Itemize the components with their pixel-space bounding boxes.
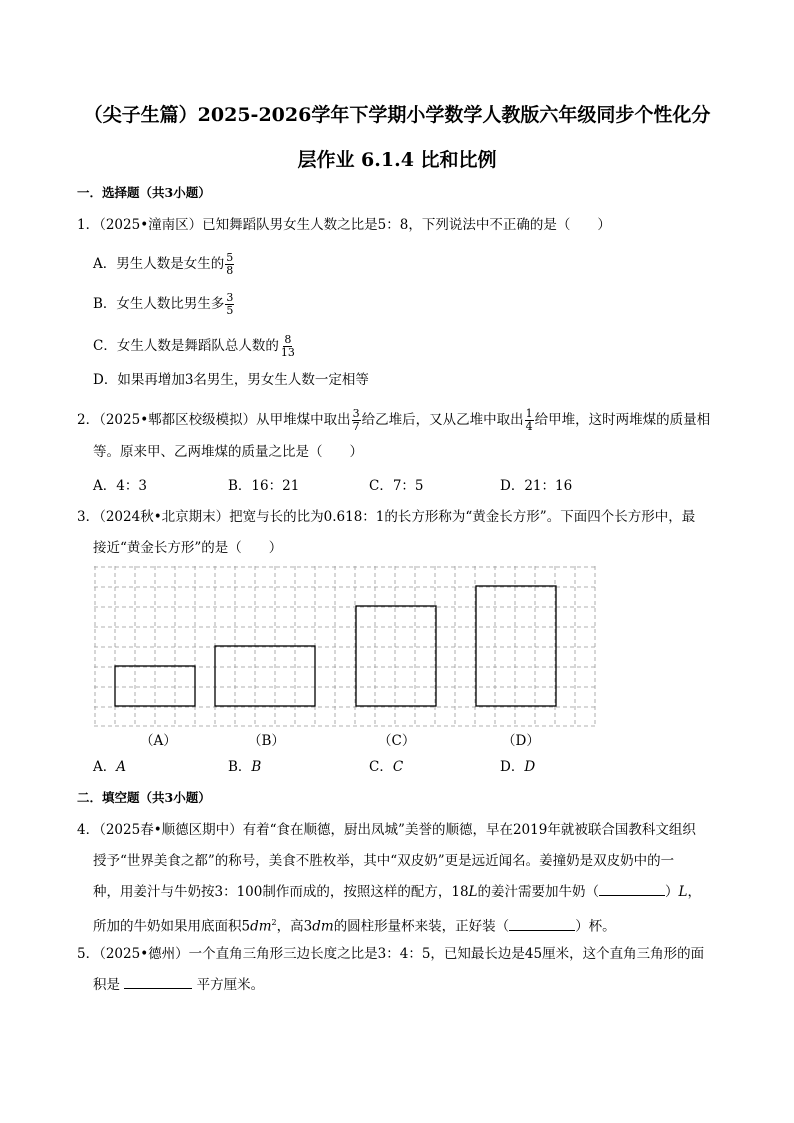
section-heading-fill: 二．填空题（共3小题） [77,790,211,805]
q2-option-c: C．7：5 [369,478,424,494]
q4-line4: 所加的牛奶如果用底面积$5dm^2$，高3dm的圆柱形量杯来装，正好装（ ）杯。 [93,918,616,935]
fraction: $\frac{3}{5}$ [226,291,234,317]
q2-text-part1: 2．（2025•郫都区校级模拟）从甲堆煤中取出 [77,412,351,428]
q2-option-b: B．16：21 [228,478,300,494]
q4-line1: 4．（2025春•顺德区期中）有着“食在顺德，厨出凤城”美誉的顺德，早在2019年就被联合国教科文组织 [77,822,696,838]
q3-option-a: A．A [93,759,126,775]
q3-option-c: C．C [369,759,404,775]
figure-label-a: （A） [140,733,177,749]
q1-option-c-text: C．女生人数是舞蹈队总人数的 [93,338,279,354]
q1-option-b [93,292,235,317]
q5-line1: 5．（2025•德州）一个直角三角形三边长度之比是3：4：5，已知最长边是45厘米，这个直角三角形的面 [77,946,705,962]
q1-option-c [93,334,297,359]
fraction: $\frac{8}{13}$ [280,333,295,359]
q2-text-part2: 给乙堆后，又从乙堆中取出 [361,412,524,428]
q4-line2: 授予“世界美食之都”的称号，美食不胜枚举，其中“双皮奶”更是远近闻名。姜撞奶是双皮奶中的一 [93,853,675,869]
answer-blank-milk[interactable] [599,883,665,896]
section-heading-choice: 一．选择题（共3小题） [77,185,211,200]
figure-label-c: （C） [378,733,416,749]
rectangle-c [356,606,436,706]
rectangle-b [215,646,315,706]
document-title-line1: （尖子生篇）2025-2026学年下学期小学数学人教版六年级同步个性化分 [83,104,711,126]
q2-option-d: D．21：16 [500,478,573,494]
q1-option-a-text: A．男生人数是女生的 [93,256,225,272]
q2-text-part3: 给甲堆，这时两堆煤的质量相 [534,412,711,428]
rectangle-grid-figure [94,566,599,730]
answer-blank-area[interactable] [124,976,192,989]
q1-option-d: D．如果再增加3名男生，男女生人数一定相等 [93,372,369,388]
q1-option-a [93,252,235,277]
answer-blank-cups[interactable] [509,918,575,931]
dashed-grid [94,566,596,726]
q3-stem-line1: 3．（2024秋•北京期末）把宽与长的比为0.618：1的长方形称为“黄金长方形”。下面四个长方形中，最 [77,509,696,525]
q2-stem-line2: 等。原来甲、乙两堆煤的质量之比是（ ） [93,444,363,460]
figure-label-b: （B） [248,733,285,749]
q4-line3: 种，用姜汁与牛奶按3：100制作而成的，按照这样的配方，18L的姜汁需要加牛奶（ ）L， [93,884,701,900]
document-title-line2: 层作业 6.1.4 比和比例 [297,149,497,171]
q3-stem-line2: 接近“黄金长方形”的是（ ） [93,540,283,556]
figure-label-d: （D） [502,733,540,749]
q2-stem-line1 [77,408,710,433]
q1-stem: 1．（2025•潼南区）已知舞蹈队男女生人数之比是5：8，下列说法中不正确的是（ ） [77,217,611,233]
q3-option-b: B．B [228,759,262,775]
q5-line2: 积是 平方厘米。 [93,977,265,993]
q2-option-a: A．4：3 [93,478,147,494]
fraction: $\frac{1}{4}$ [525,407,533,433]
fraction: $\frac{5}{8}$ [226,251,234,277]
rectangle-d [476,586,556,706]
fraction: $\frac{3}{7}$ [352,407,360,433]
q1-option-b-text: B．女生人数比男生多 [93,296,225,312]
q3-option-d: D．D [500,759,536,775]
